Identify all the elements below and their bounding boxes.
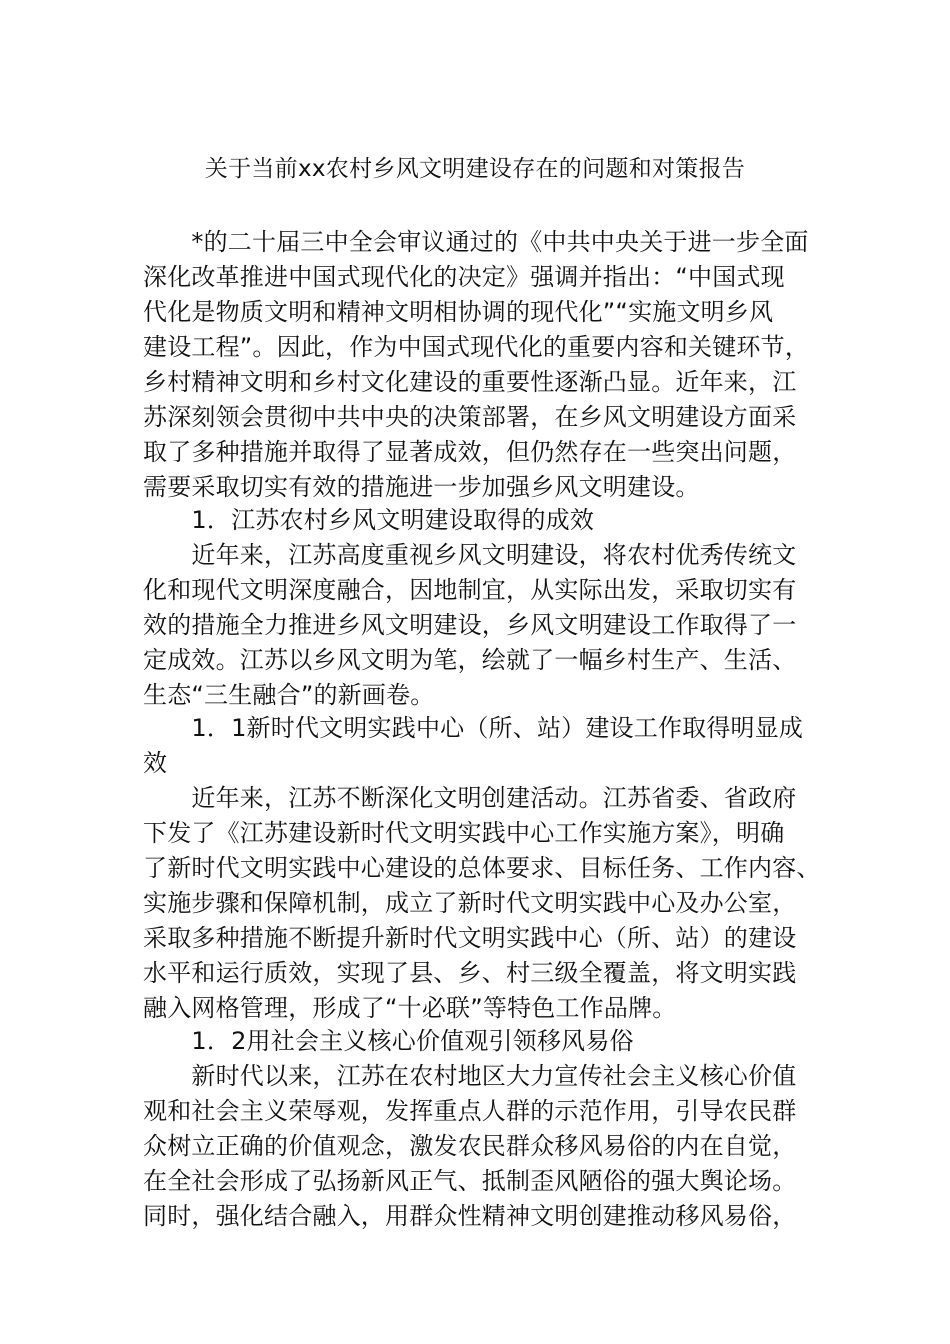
document-title: 关于当前xx农村乡风文明建设存在的问题和对策报告 <box>204 156 746 182</box>
body-line: 取了多种措施并取得了显著成效，但仍然存在一些突出问题， <box>143 438 797 466</box>
body-line: 化和现代文明深度融合，因地制宜，从实际出发，采取切实有 <box>143 576 797 604</box>
body-line: 水平和运行质效，实现了县、乡、村三级全覆盖，将文明实践 <box>143 959 797 987</box>
body-line: 采取多种措施不断提升新时代文明实践中心（所、站）的建设 <box>143 924 797 952</box>
body-line: 实施步骤和保障机制，成立了新时代文明实践中心及办公室， <box>143 889 797 917</box>
body-line: 众树立正确的价值观念，激发农民群众移风易俗的内在自觉， <box>143 1132 797 1160</box>
body-line: 了新时代文明实践中心建设的总体要求、目标任务、工作内容、 <box>143 854 821 882</box>
body-line: 效的措施全力推进乡风文明建设，乡风文明建设工作取得了一 <box>143 611 797 639</box>
subsection-heading: 效 <box>143 749 168 777</box>
body-line: 苏深刻领会贯彻中共中央的决策部署，在乡风文明建设方面采 <box>143 403 797 431</box>
body-line: 定成效。江苏以乡风文明为笔，绘就了一幅乡村生产、生活、 <box>143 646 797 674</box>
body-line: 近年来，江苏高度重视乡风文明建设，将农村优秀传统文 <box>143 541 797 569</box>
body-line: 新时代以来，江苏在农村地区大力宣传社会主义核心价值 <box>143 1062 797 1090</box>
body-line: 在全社会形成了弘扬新风正气、抵制歪风陋俗的强大舆论场。 <box>143 1167 797 1195</box>
subsection-heading: 1．2用社会主义核心价值观引领移风易俗 <box>143 1027 634 1055</box>
body-line: 深化改革推进中国式现代化的决定》强调并指出：“中国式现 <box>143 263 785 291</box>
body-line: 需要采取切实有效的措施进一步加强乡风文明建设。 <box>143 473 700 501</box>
body-line: 融入网格管理，形成了“十必联”等特色工作品牌。 <box>143 994 677 1022</box>
body-line: 近年来，江苏不断深化文明创建活动。江苏省委、省政府 <box>143 784 797 812</box>
body-line: 生态“三生融合”的新画卷。 <box>143 681 435 709</box>
section-heading: 1．江苏农村乡风文明建设取得的成效 <box>143 506 595 534</box>
body-line: 观和社会主义荣辱观，发挥重点人群的示范作用，引导农民群 <box>143 1097 797 1125</box>
body-line: 同时，强化结合融入，用群众性精神文明创建推动移风易俗， <box>143 1202 797 1230</box>
body-line: 代化是物质文明和精神文明相协调的现代化”“实施文明乡风 <box>143 298 774 326</box>
body-line: 乡村精神文明和乡村文化建设的重要性逐渐凸显。近年来，江 <box>143 368 797 396</box>
subsection-heading: 1．1新时代文明实践中心（所、站）建设工作取得明显成 <box>143 714 804 742</box>
body-line: 下发了《江苏建设新时代文明实践中心工作实施方案》，明确 <box>143 819 785 847</box>
body-line: 建设工程”。因此，作为中国式现代化的重要内容和关键环节， <box>143 333 810 361</box>
body-line: *的二十届三中全会审议通过的《中共中央关于进一步全面 <box>143 228 809 256</box>
